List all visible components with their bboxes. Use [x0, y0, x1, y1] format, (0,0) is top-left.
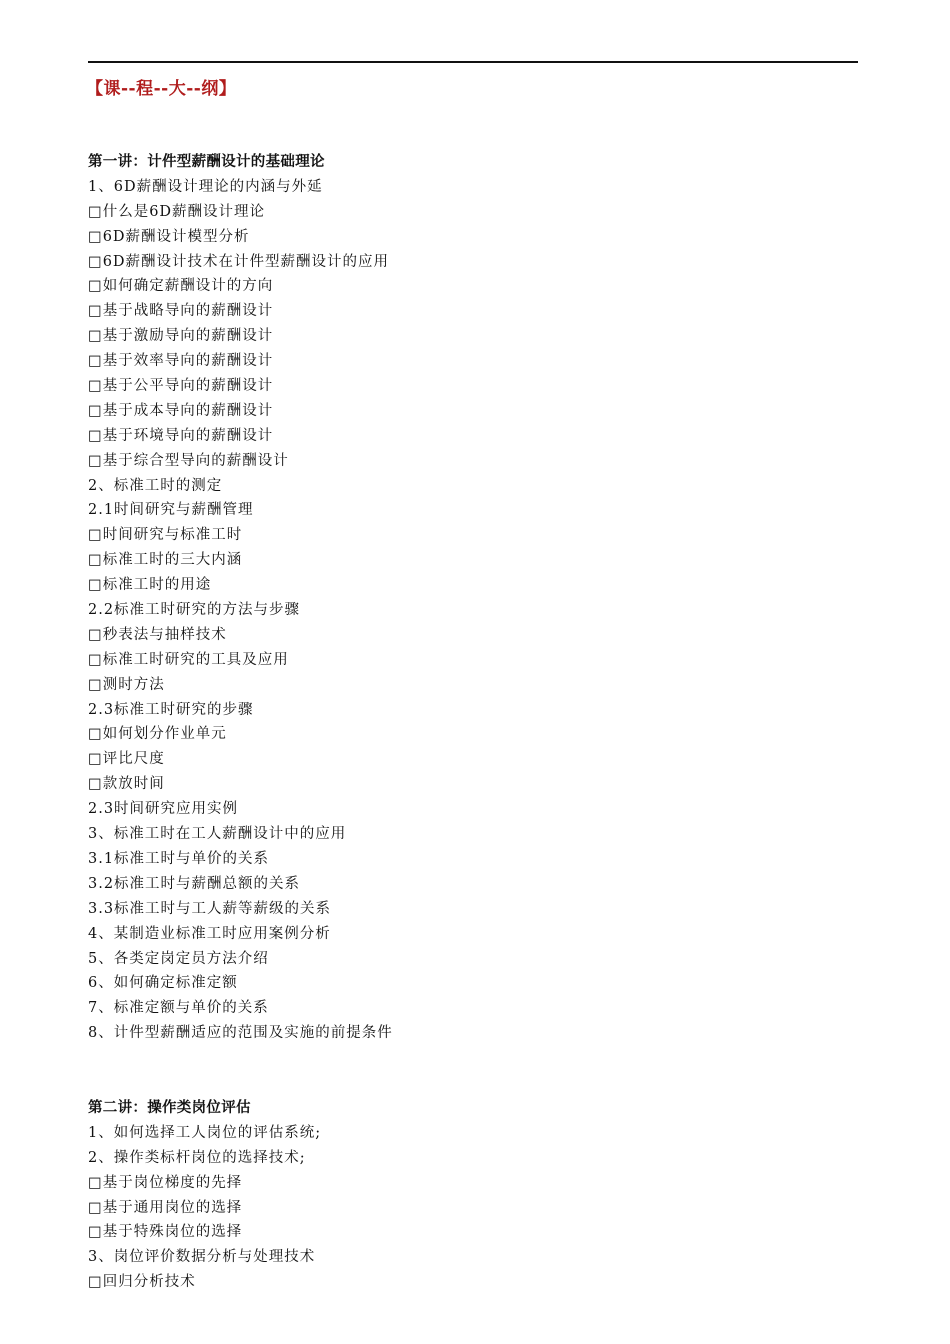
outline-line: 3、岗位评价数据分析与处理技术	[88, 1249, 316, 1266]
outline-line: □基于成本导向的薪酬设计	[88, 402, 274, 419]
outline-line: □基于公平导向的薪酬设计	[88, 378, 274, 395]
outline-line: 3.2标准工时与薪酬总额的关系	[88, 875, 301, 892]
outline-line: 2.2标准工时研究的方法与步骤	[88, 602, 301, 619]
outline-line: □测时方法	[88, 676, 165, 693]
outline-line: 3.1标准工时与单价的关系	[88, 850, 270, 867]
top-rule	[88, 61, 858, 63]
outline-line: □回归分析技术	[88, 1274, 196, 1291]
outline-line: □基于战略导向的薪酬设计	[88, 303, 274, 320]
outline-line: □基于特殊岗位的选择	[88, 1224, 243, 1241]
outline-line: 1、如何选择工人岗位的评估系统;	[88, 1124, 322, 1141]
outline-line: □评比尺度	[88, 751, 165, 768]
outline-line: 2.1时间研究与薪酬管理	[88, 502, 254, 519]
outline-line: □标准工时的用途	[88, 577, 212, 594]
outline-line: 3.3标准工时与工人薪等薪级的关系	[88, 900, 332, 917]
outline-line: □基于综合型导向的薪酬设计	[88, 452, 289, 469]
lecture-2-section	[88, 1096, 848, 1295]
outline-line: □基于岗位梯度的先择	[88, 1174, 243, 1191]
outline-line: □秒表法与抽样技术	[88, 626, 227, 643]
outline-line: 6、如何确定标准定额	[88, 975, 238, 992]
outline-line: 2、标准工时的测定	[88, 477, 223, 494]
outline-line: 8、计件型薪酬适应的范围及实施的前提条件	[88, 1025, 393, 1042]
outline-line: □如何确定薪酬设计的方向	[88, 278, 274, 295]
outline-line: 2.3时间研究应用实例	[88, 801, 239, 818]
outline-line: □如何划分作业单元	[88, 726, 227, 743]
outline-line: □基于环境导向的薪酬设计	[88, 427, 274, 444]
outline-line: □基于通用岗位的选择	[88, 1199, 243, 1216]
outline-line: □款放时间	[88, 776, 165, 793]
outline-line: 2、操作类标杆岗位的选择技术;	[88, 1149, 306, 1166]
outline-line: 5、各类定岗定员方法介绍	[88, 950, 269, 967]
document-title: 【课--程--大--纲】	[86, 79, 237, 99]
outline-line: □6D薪酬设计技术在计件型薪酬设计的应用	[88, 253, 390, 270]
outline-line: 1、6D薪酬设计理论的内涵与外延	[88, 178, 323, 195]
outline-line: □时间研究与标准工时	[88, 527, 243, 544]
outline-line: □什么是6D薪酬设计理论	[88, 203, 266, 220]
outline-line: □6D薪酬设计模型分析	[88, 228, 250, 245]
outline-line: 3、标准工时在工人薪酬设计中的应用	[88, 826, 347, 843]
lecture-heading: 第二讲：操作类岗位评估	[88, 1100, 251, 1116]
lecture-1-section	[88, 150, 848, 1046]
lecture-heading: 第一讲：计件型薪酬设计的基础理论	[88, 154, 325, 170]
outline-line: □标准工时研究的工具及应用	[88, 651, 289, 668]
outline-line: 4、某制造业标准工时应用案例分析	[88, 925, 331, 942]
outline-line: □标准工时的三大内涵	[88, 552, 243, 569]
outline-line: 7、标准定额与单价的关系	[88, 1000, 269, 1017]
outline-line: □基于激励导向的薪酬设计	[88, 328, 274, 345]
outline-line: 2.3标准工时研究的步骤	[88, 701, 254, 718]
outline-line: □基于效率导向的薪酬设计	[88, 353, 274, 370]
